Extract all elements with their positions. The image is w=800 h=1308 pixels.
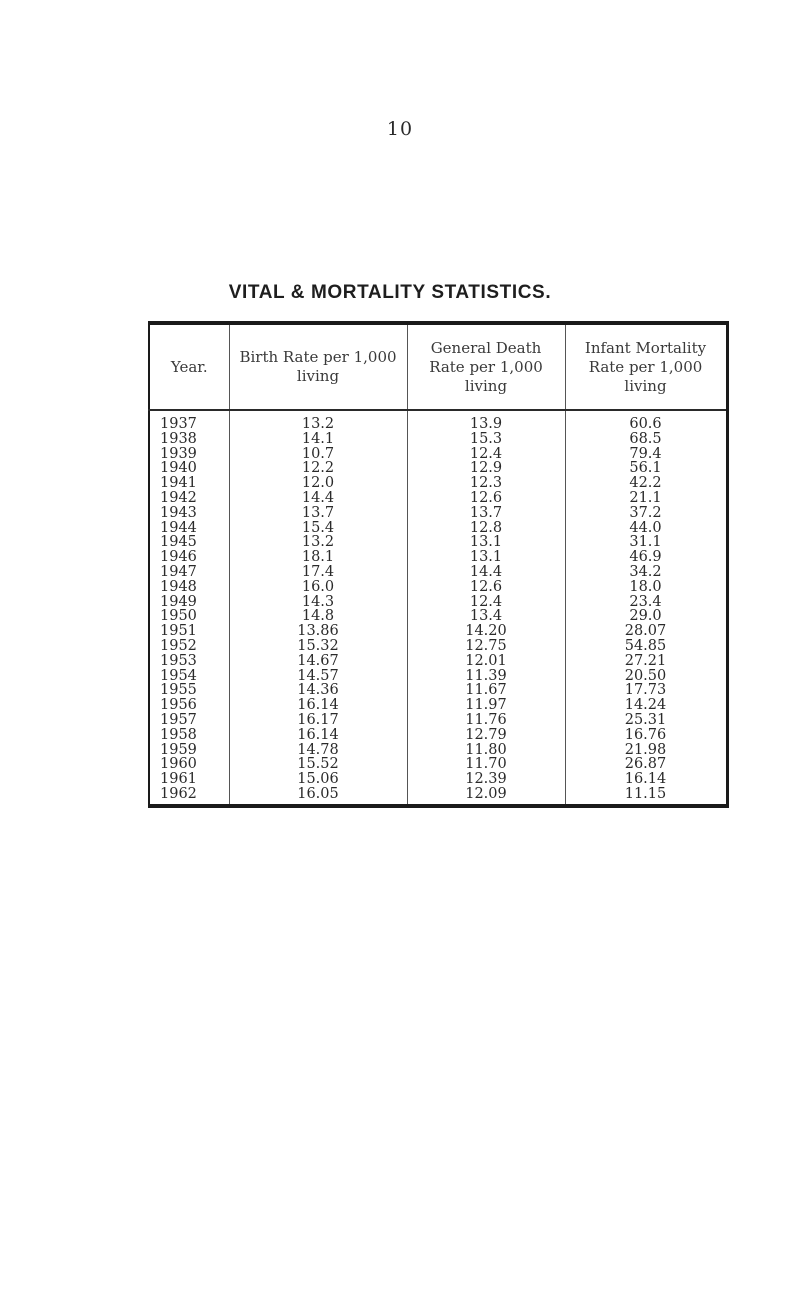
cell-infant-mortality: 42.2: [565, 476, 727, 491]
table-header-row: [149, 323, 727, 410]
cell-infant-mortality: 14.24: [565, 698, 727, 713]
cell-year: 1958: [160, 726, 197, 743]
cell-year: 1944: [160, 519, 197, 536]
table-row: [149, 713, 727, 728]
table-row: [149, 609, 727, 624]
cell-year: 1960: [160, 756, 197, 773]
table-row: [149, 461, 727, 476]
cell-birth-rate: 13.7: [229, 506, 407, 521]
cell-birth-rate: 18.1: [229, 550, 407, 565]
cell-infant-mortality: 44.0: [565, 521, 727, 536]
cell-death-rate: 14.20: [407, 624, 565, 639]
cell-death-rate: 13.1: [407, 535, 565, 550]
cell-birth-rate: 14.67: [229, 654, 407, 669]
cell-infant-mortality: 56.1: [565, 461, 727, 476]
cell-year: 1962: [160, 785, 197, 802]
table-row: [149, 565, 727, 580]
cell-birth-rate: 16.17: [229, 713, 407, 728]
header-death-rate: General Death Rate per 1,000 living: [407, 323, 565, 410]
table-row: [149, 491, 727, 506]
cell-birth-rate: 14.4: [229, 491, 407, 506]
cell-death-rate: 12.39: [407, 772, 565, 787]
cell-infant-mortality: 60.6: [565, 410, 727, 432]
cell-infant-mortality: 68.5: [565, 432, 727, 447]
cell-infant-mortality: 27.21: [565, 654, 727, 669]
table-row: [149, 447, 727, 462]
cell-birth-rate: 15.32: [229, 639, 407, 654]
cell-birth-rate: 17.4: [229, 565, 407, 580]
table-row: [149, 432, 727, 447]
table-body: [149, 410, 727, 806]
table-row: [149, 535, 727, 550]
cell-birth-rate: 16.14: [229, 698, 407, 713]
header-year: Year.: [149, 323, 229, 410]
table-row: [149, 639, 727, 654]
cell-death-rate: 13.7: [407, 506, 565, 521]
cell-infant-mortality: 46.9: [565, 550, 727, 565]
table-row: [149, 772, 727, 787]
cell-death-rate: 14.4: [407, 565, 565, 580]
table-row: [149, 669, 727, 684]
cell-birth-rate: 14.36: [229, 683, 407, 698]
cell-death-rate: 11.80: [407, 743, 565, 758]
cell-death-rate: 11.70: [407, 757, 565, 772]
cell-year: 1959: [160, 741, 197, 758]
cell-death-rate: 11.97: [407, 698, 565, 713]
table-row: [149, 595, 727, 610]
cell-death-rate: 11.39: [407, 669, 565, 684]
cell-birth-rate: 12.2: [229, 461, 407, 476]
cell-death-rate: 12.6: [407, 491, 565, 506]
cell-birth-rate: 14.3: [229, 595, 407, 610]
table-row: [149, 787, 727, 806]
cell-year: 1941: [160, 475, 197, 492]
table-row: [149, 521, 727, 536]
cell-year: 1949: [160, 593, 197, 610]
cell-infant-mortality: 11.15: [565, 787, 727, 806]
cell-death-rate: 12.75: [407, 639, 565, 654]
cell-birth-rate: 15.06: [229, 772, 407, 787]
cell-infant-mortality: 79.4: [565, 447, 727, 462]
cell-death-rate: 11.76: [407, 713, 565, 728]
cell-birth-rate: 15.4: [229, 521, 407, 536]
cell-year: 1948: [160, 578, 197, 595]
cell-death-rate: 13.4: [407, 609, 565, 624]
cell-birth-rate: 16.14: [229, 728, 407, 743]
cell-death-rate: 12.6: [407, 580, 565, 595]
cell-death-rate: 12.3: [407, 476, 565, 491]
cell-infant-mortality: 16.14: [565, 772, 727, 787]
cell-year: 1952: [160, 637, 197, 654]
cell-year: 1946: [160, 549, 197, 566]
table-row: [149, 410, 727, 432]
table-row: [149, 698, 727, 713]
table-row: [149, 728, 727, 743]
cell-birth-rate: 10.7: [229, 447, 407, 462]
cell-infant-mortality: 21.98: [565, 743, 727, 758]
cell-infant-mortality: 37.2: [565, 506, 727, 521]
cell-death-rate: 12.4: [407, 595, 565, 610]
cell-year: 1947: [160, 563, 197, 580]
cell-infant-mortality: 31.1: [565, 535, 727, 550]
table-row: [149, 683, 727, 698]
cell-birth-rate: 16.0: [229, 580, 407, 595]
cell-year: 1942: [160, 489, 197, 506]
cell-year: 1938: [160, 430, 197, 447]
cell-infant-mortality: 16.76: [565, 728, 727, 743]
cell-infant-mortality: 18.0: [565, 580, 727, 595]
cell-death-rate: 12.9: [407, 461, 565, 476]
cell-year: 1950: [160, 608, 197, 625]
cell-year: 1943: [160, 504, 197, 521]
cell-year: 1940: [160, 460, 197, 477]
cell-year: 1955: [160, 682, 197, 699]
vital-statistics-table: [148, 321, 729, 808]
cell-death-rate: 12.01: [407, 654, 565, 669]
cell-death-rate: 12.09: [407, 787, 565, 806]
header-birth-rate: Birth Rate per 1,000 living: [229, 323, 407, 410]
table-row: [149, 624, 727, 639]
cell-death-rate: 12.8: [407, 521, 565, 536]
cell-year: 1937: [160, 416, 197, 432]
cell-infant-mortality: 29.0: [565, 609, 727, 624]
page-title: VITAL & MORTALITY STATISTICS.: [228, 282, 552, 303]
cell-infant-mortality: 21.1: [565, 491, 727, 506]
cell-year: 1957: [160, 711, 197, 728]
cell-birth-rate: 14.1: [229, 432, 407, 447]
cell-infant-mortality: 26.87: [565, 757, 727, 772]
cell-infant-mortality: 28.07: [565, 624, 727, 639]
cell-birth-rate: 12.0: [229, 476, 407, 491]
cell-death-rate: 12.79: [407, 728, 565, 743]
cell-birth-rate: 14.8: [229, 609, 407, 624]
header-infant-mortality: Infant Mortality Rate per 1,000 living: [565, 323, 727, 410]
table-row: [149, 550, 727, 565]
cell-infant-mortality: 54.85: [565, 639, 727, 654]
cell-infant-mortality: 25.31: [565, 713, 727, 728]
cell-year: 1951: [160, 623, 197, 640]
cell-year: 1954: [160, 667, 197, 684]
cell-birth-rate: 13.86: [229, 624, 407, 639]
cell-birth-rate: 16.05: [229, 787, 407, 806]
table-row: [149, 743, 727, 758]
cell-death-rate: 11.67: [407, 683, 565, 698]
cell-death-rate: 12.4: [407, 447, 565, 462]
cell-year: 1953: [160, 652, 197, 669]
table-row: [149, 757, 727, 772]
cell-infant-mortality: 34.2: [565, 565, 727, 580]
cell-birth-rate: 13.2: [229, 410, 407, 432]
cell-death-rate: 15.3: [407, 432, 565, 447]
cell-infant-mortality: 20.50: [565, 669, 727, 684]
cell-death-rate: 13.1: [407, 550, 565, 565]
table-row: [149, 476, 727, 491]
cell-death-rate: 13.9: [407, 410, 565, 432]
cell-year: 1956: [160, 697, 197, 714]
cell-infant-mortality: 23.4: [565, 595, 727, 610]
table-row: [149, 580, 727, 595]
cell-birth-rate: 14.78: [229, 743, 407, 758]
cell-birth-rate: 14.57: [229, 669, 407, 684]
table-row: [149, 506, 727, 521]
cell-infant-mortality: 17.73: [565, 683, 727, 698]
cell-year: 1939: [160, 445, 197, 462]
cell-birth-rate: 15.52: [229, 757, 407, 772]
table-row: [149, 654, 727, 669]
page-number: 10: [386, 118, 414, 140]
cell-year: 1961: [160, 771, 197, 788]
cell-year: 1945: [160, 534, 197, 551]
cell-birth-rate: 13.2: [229, 535, 407, 550]
